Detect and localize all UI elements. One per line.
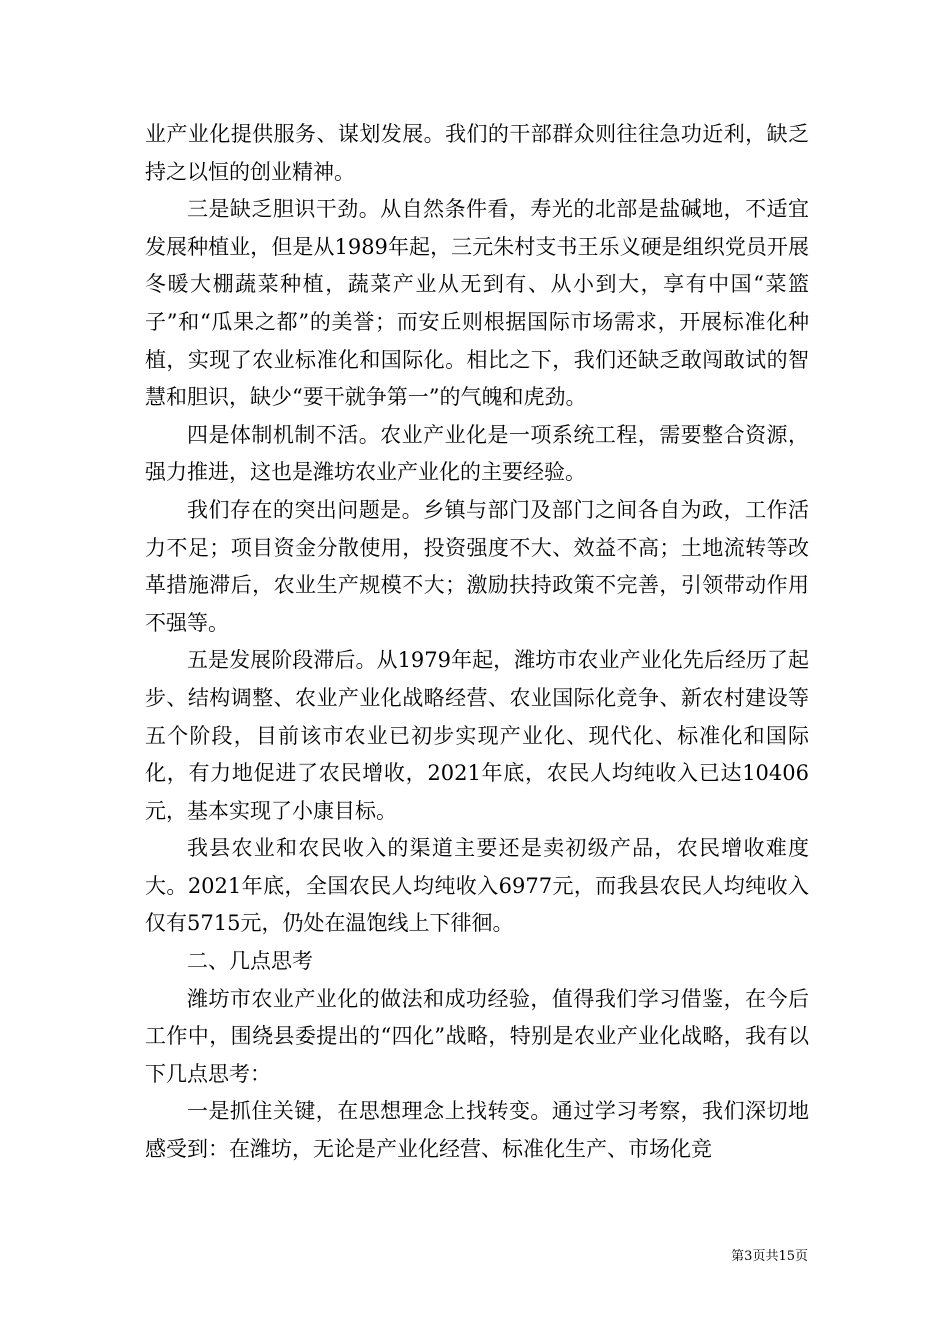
section-heading: 二、几点思考 [187, 949, 313, 974]
paragraph-mechanism: 四是体制机制不活。农业产业化是一项系统工程，需要整合资源，强力推进，这也是潍坊农业产业化的主要经验。 [145, 422, 809, 485]
paragraph-courage: 三是缺乏胆识干劲。从自然条件看，寿光的北部是盐碱地，不适宜发展种植业，但是从1989年起，三元朱村支书王乐义硬是组织党员开展冬暖大棚蔬菜种植，蔬菜产业从无到有、从小到大，享有中国“菜篮子”和“瓜果之都”的美誉；而安丘则根据国际市场需求，开展标准化种植，实现了农业标准化和国际化。相比之下，我们还缺乏敢闯敢试的智慧和胆识，缺少“要干就争第一”的气魄和虎劲。 [145, 197, 809, 410]
paragraph-stage: 五是发展阶段滞后。从1979年起，潍坊市农业产业化先后经历了起步、结构调整、农业产业化战略经营、农业国际化竞争、新农村建设等五个阶段，目前该市农业已初步实现产业化、现代化、标准化和国际化，有力地促进了农民增收，2021年底，农民人均纯收入已达10406元，基本实现了小康目标。 [145, 648, 809, 823]
paragraph-income: 我县农业和农民收入的渠道主要还是卖初级产品，农民增收难度大。2021年底，全国农民人均纯收入6977元，而我县农民人均纯收入仅有5715元，仍处在温饱线上下徘徊。 [145, 836, 809, 936]
paragraph-problems: 我们存在的突出问题是。乡镇与部门及部门之间各自为政，工作活力不足；项目资金分散使用，投资强度不大、效益不高；土地流转等改革措施滞后，农业生产规模不大；激励扶持政策不完善，引领带动作用不强等。 [145, 497, 809, 635]
document-body [145, 116, 809, 1169]
paragraph-point-one: 一是抓住关键，在思想理念上找转变。通过学习考察，我们深切地感受到：在潍坊，无论是产业化经营、标准化生产、市场化竞 [145, 1099, 809, 1162]
page-number: 第3页共15页 [731, 1249, 808, 1264]
paragraph-continuation: 业产业化提供服务、谋划发展。我们的干部群众则往往急功近利，缺乏持之以恒的创业精神。 [145, 122, 809, 184]
paragraph-intro: 潍坊市农业产业化的做法和成功经验，值得我们学习借鉴，在今后工作中，围绕县委提出的“四化”战略，特别是农业产业化战略，我有以下几点思考： [145, 986, 809, 1086]
